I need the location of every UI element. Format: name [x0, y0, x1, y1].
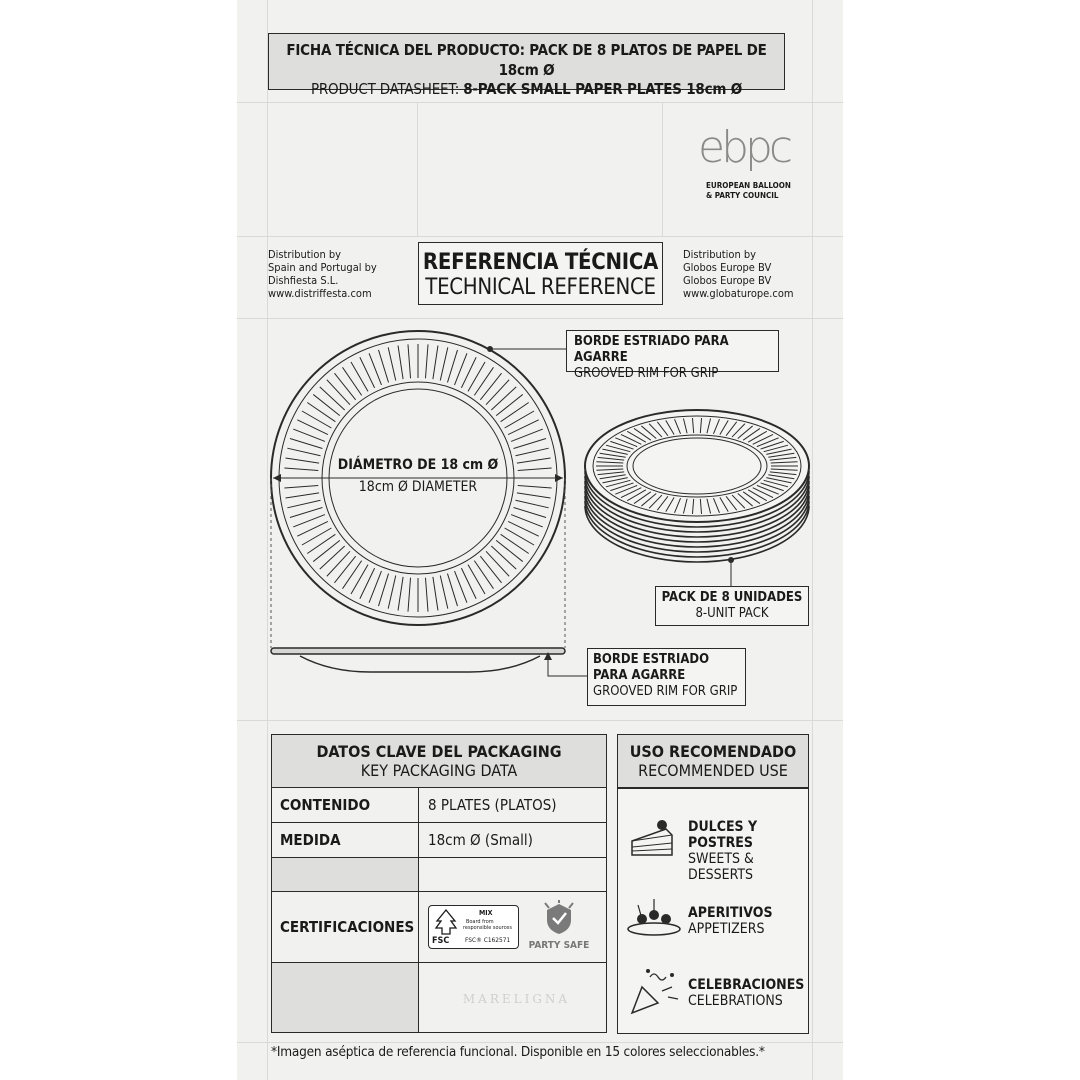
packaging-header: [271, 734, 607, 788]
packaging-value: 8 PLATES (PLATOS): [419, 788, 607, 823]
callout-grooved-rim-side: [587, 648, 746, 706]
packaging-faded-cell: [419, 963, 607, 1033]
table-row: [272, 858, 607, 892]
callout-rim-top-es: BORDE ESTRIADO PARA AGARRE: [574, 334, 729, 365]
ebpc-logo-mark: ebpc: [698, 122, 790, 173]
certifications-cell: [419, 892, 607, 963]
fsc-line2: responsible sources: [463, 925, 512, 931]
packaging-table: [271, 787, 607, 1033]
recommended-use-header: [617, 734, 809, 788]
use-item-celebrations: [688, 977, 804, 1009]
distribution-left-line: Distribution by: [268, 248, 342, 261]
packaging-label: CERTIFICACIONES: [272, 892, 419, 963]
use-celebrations-es: CELEBRACIONES: [688, 977, 805, 993]
packaging-title-en: KEY PACKAGING DATA: [360, 761, 518, 780]
distribution-left-line: Dishfiesta S.L.: [268, 274, 339, 287]
distribution-right-line: Globos Europe BV: [683, 261, 772, 274]
fsc-tree-icon: [433, 908, 459, 938]
packaging-title-es: DATOS CLAVE DEL PACKAGING: [316, 742, 562, 761]
fsc-mix: MIX: [479, 909, 493, 917]
callout-diameter: [318, 457, 518, 496]
callout-pack-en: 8-UNIT PACK: [695, 606, 769, 621]
callout-rim-side-es2: PARA AGARRE: [593, 668, 686, 683]
ebpc-logo-line2: & PARTY COUNCIL: [706, 191, 779, 200]
callout-pack: [655, 586, 809, 626]
packaging-label: [272, 858, 419, 892]
ebpc-logo: [690, 122, 810, 201]
use-item-sweets: [688, 819, 757, 883]
party-safe-icon: [539, 900, 579, 936]
cake-icon: [628, 811, 678, 861]
table-row: [272, 788, 607, 823]
fsc-line1: Board from: [466, 919, 494, 925]
callout-rim-side-es1: BORDE ESTRIADO: [593, 652, 710, 667]
table-row: [272, 823, 607, 858]
distribution-right-line: www.globaturope.com: [683, 287, 794, 300]
use-sweets-en1: SWEETS &: [688, 851, 754, 867]
party-safe-badge: [527, 900, 591, 951]
technical-reference-es: REFERENCIA TÉCNICA: [422, 250, 659, 275]
use-sweets-es1: DULCES Y: [688, 819, 758, 835]
header-box: [268, 33, 785, 98]
header-title-en-prefix: PRODUCT DATASHEET:: [310, 80, 464, 98]
callout-rim-side-en: GROOVED RIM FOR GRIP: [593, 684, 738, 699]
callout-rim-top-en: GROOVED RIM FOR GRIP: [574, 366, 719, 381]
party-safe-label: PARTY SAFE: [528, 940, 590, 951]
faded-brand-text: MARELIGNA: [462, 991, 571, 1006]
distribution-right: [683, 248, 794, 300]
callout-diameter-es: DIÁMETRO DE 18 cm Ø: [337, 457, 499, 473]
use-celebrations-en: CELEBRATIONS: [688, 993, 783, 1009]
distribution-left-line: Spain and Portugal by: [268, 261, 377, 274]
use-appetizers-en: APPETIZERS: [688, 921, 765, 937]
distribution-left: [268, 248, 377, 300]
header-title-en-bold: 8-PACK SMALL PAPER PLATES 18cm Ø: [463, 80, 743, 98]
distribution-right-line: Distribution by: [683, 248, 757, 261]
technical-reference-box: [418, 242, 663, 305]
distribution-right-line: Globos Europe BV: [683, 274, 772, 287]
table-row: [272, 892, 607, 963]
use-item-appetizers: [688, 905, 773, 937]
use-sweets-en2: DESSERTS: [688, 867, 754, 883]
uses-title-en: RECOMMENDED USE: [638, 761, 788, 780]
packaging-label: MEDIDA: [272, 823, 419, 858]
packaging-value: 18cm Ø (Small): [419, 823, 607, 858]
fsc-badge: [428, 905, 519, 949]
fsc-brand: FSC: [432, 936, 450, 946]
confetti-icon: [628, 967, 684, 1017]
callout-pack-es: PACK DE 8 UNIDADES: [661, 590, 803, 605]
callout-diameter-en: 18cm Ø DIAMETER: [358, 479, 478, 495]
use-appetizers-es: APERITIVOS: [688, 905, 773, 921]
packaging-label: CONTENIDO: [272, 788, 419, 823]
footer-note: *Imagen aséptica de referencia funcional. Disponible en 15 colores seleccionables.*: [271, 1044, 765, 1060]
distribution-left-line: www.distriffesta.com: [268, 287, 372, 300]
table-row: [272, 963, 607, 1033]
use-sweets-es2: POSTRES: [688, 835, 753, 851]
header-title-es: FICHA TÉCNICA DEL PRODUCTO: PACK DE 8 PLATOS DE PAPEL DE 18cm Ø: [286, 41, 767, 79]
appetizer-icon: [624, 895, 684, 939]
technical-reference-en: TECHNICAL REFERENCE: [425, 275, 656, 300]
header-title-en: [269, 80, 784, 99]
fsc-code: FSC® C162571: [465, 936, 511, 944]
packaging-label: [272, 963, 419, 1033]
packaging-value: [419, 858, 607, 892]
recommended-use-list: [617, 788, 809, 1034]
ebpc-logo-line1: EUROPEAN BALLOON: [706, 181, 791, 190]
uses-title-es: USO RECOMENDADO: [629, 742, 797, 761]
callout-grooved-rim-top: [566, 330, 779, 381]
